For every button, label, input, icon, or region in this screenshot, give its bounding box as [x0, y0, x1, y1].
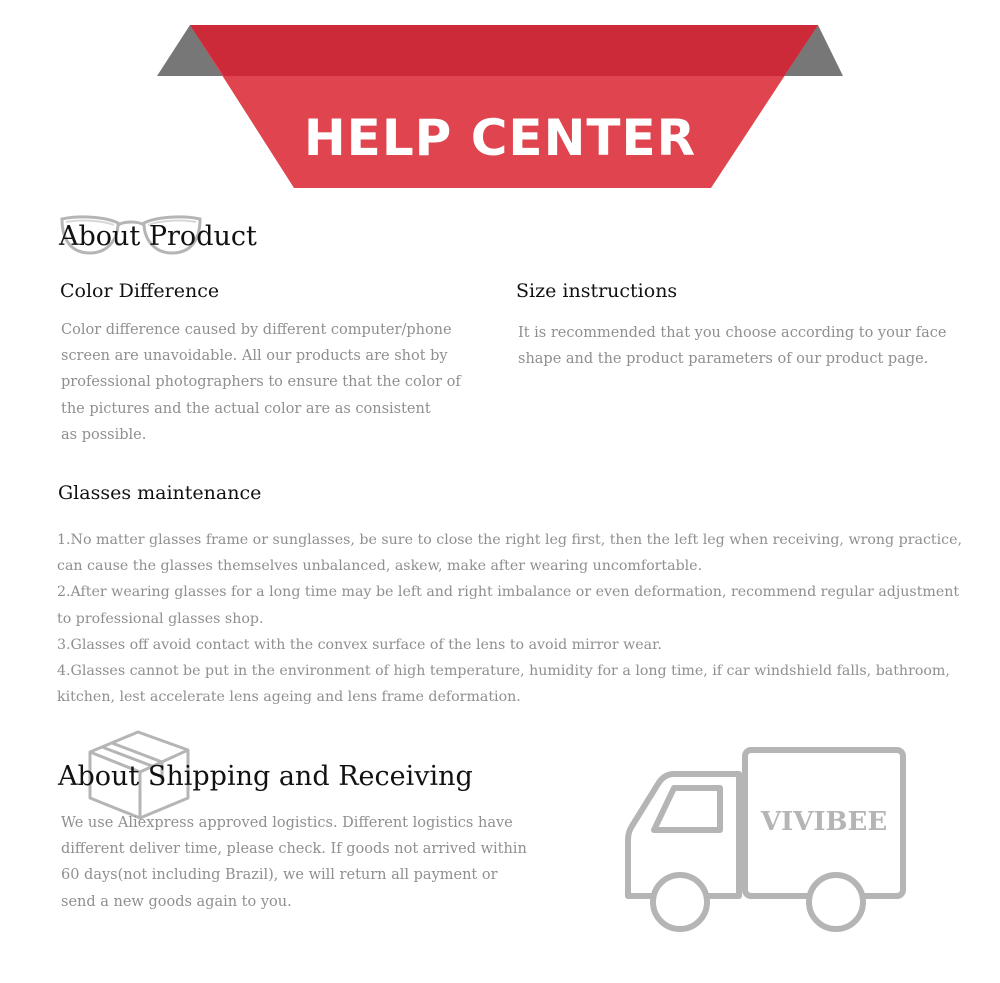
- text-line: 60 days(not including Brazil), we will return all payment or: [61, 867, 498, 884]
- banner-ribbon: [0, 0, 1000, 200]
- text-line: the pictures and the actual color are as consistent: [61, 400, 431, 417]
- text-line: kitchen, lest accelerate lens ageing and lens frame deformation.: [57, 689, 521, 706]
- text-line: 1.No matter glasses frame or sunglasses, be sure to close the right leg first, then the left leg when receiving, wrong practice,: [57, 532, 963, 548]
- text-line: We use Aliexpress approved logistics. Different logistics have: [61, 815, 513, 831]
- text-line: professional photographers to ensure that the color of: [61, 374, 461, 391]
- text-line: 3.Glasses off avoid contact with the convex surface of the lens to avoid mirror wear.: [57, 636, 662, 653]
- text-line: send a new goods again to you.: [61, 893, 292, 910]
- text-line: to professional glasses shop.: [57, 610, 264, 627]
- size-instructions-text: [518, 320, 946, 372]
- text-line: can cause the glasses themselves unbalanced, askew, make after wearing uncomfortable.: [57, 558, 703, 575]
- color-difference-heading: Color Difference: [60, 280, 220, 302]
- color-difference-text: [61, 317, 461, 448]
- text-line: Color difference caused by different computer/phone: [61, 322, 452, 338]
- text-line: as possible.: [61, 426, 147, 443]
- shipping-heading: About Shipping and Receiving: [58, 761, 473, 792]
- delivery-truck-icon: [624, 744, 910, 936]
- text-line: It is recommended that you choose according to your face: [518, 325, 947, 341]
- text-line: shape and the product parameters of our product page.: [518, 351, 929, 368]
- text-line: 4.Glasses cannot be put in the environment of high temperature, humidity for a long time, if car windshield falls, bathroom,: [57, 663, 950, 680]
- text-line: screen are unavoidable. All our products are shot by: [61, 348, 448, 365]
- about-product-heading: About Product: [59, 221, 257, 252]
- size-instructions-heading: Size instructions: [516, 280, 678, 302]
- text-line: 2.After wearing glasses for a long time may be left and right imbalance or even deformation, recommend regular adjustment: [57, 584, 960, 601]
- truck-brand-label: VIVIBEE: [760, 807, 888, 837]
- page-title: HELP CENTER: [303, 109, 697, 167]
- shipping-text: [61, 810, 527, 915]
- help-center-banner: [0, 0, 1000, 200]
- glasses-maintenance-text: [57, 527, 962, 710]
- glasses-maintenance-heading: Glasses maintenance: [58, 482, 262, 504]
- text-line: different deliver time, please check. If goods not arrived within: [61, 841, 527, 858]
